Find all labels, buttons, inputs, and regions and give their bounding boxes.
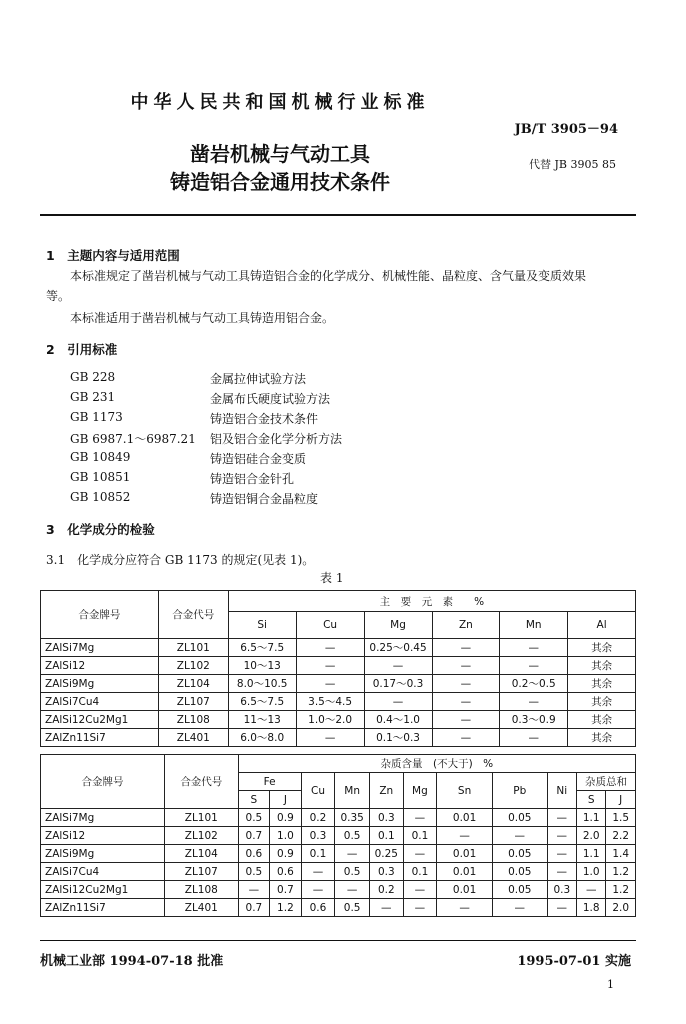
- header-grade: 合金牌号: [41, 755, 165, 809]
- cell-value: 1.0: [270, 827, 302, 845]
- cell-value: 0.05: [492, 809, 547, 827]
- ref-code: GB 231: [70, 390, 116, 404]
- cell-value: 0.7: [238, 899, 270, 917]
- col-mg: Mg: [364, 612, 432, 639]
- cell-value: 0.5: [335, 827, 370, 845]
- clause-text: 3.1 化学成分应符合 GB 1173 的规定(见表 1)。: [46, 553, 315, 567]
- col-zn: Zn: [369, 773, 403, 809]
- cell-value: —: [403, 899, 437, 917]
- cell-value: —: [369, 899, 403, 917]
- cell-value: 1.0～2.0: [296, 711, 364, 729]
- cell-value: —: [301, 863, 335, 881]
- cell-value: 0.17～0.3: [364, 675, 432, 693]
- cell-value: 1.2: [606, 881, 636, 899]
- cell-value: —: [432, 657, 500, 675]
- cell-value: 0.7: [238, 827, 270, 845]
- cell-code: ZL102: [165, 827, 239, 845]
- header-code: 合金代号: [158, 591, 228, 639]
- header-grade: 合金牌号: [41, 591, 159, 639]
- cell-value: —: [432, 693, 500, 711]
- col-mg: Mg: [403, 773, 437, 809]
- cell-value: —: [238, 881, 270, 899]
- cell-code: ZL102: [158, 657, 228, 675]
- cell-value: 其余: [568, 693, 636, 711]
- standard-number: JB/T 3905－94: [514, 122, 618, 137]
- cell-value: 1.4: [606, 845, 636, 863]
- table-row: [41, 675, 636, 693]
- section-heading: 1 主题内容与适用范围: [46, 248, 180, 263]
- col-mn: Mn: [335, 773, 370, 809]
- ref-name: 铸造铝合金技术条件: [210, 412, 319, 426]
- cell-value: 0.3: [301, 827, 335, 845]
- cell-value: 1.0: [577, 863, 606, 881]
- table-row: [41, 711, 636, 729]
- cell-value: 1.5: [606, 809, 636, 827]
- cell-value: —: [437, 827, 493, 845]
- cell-value: 0.1～0.3: [364, 729, 432, 747]
- cell-value: 其余: [568, 657, 636, 675]
- cell-value: 0.01: [437, 809, 493, 827]
- section-heading: 2 引用标准: [46, 342, 118, 357]
- col-total-impurities: 杂质总和: [577, 773, 636, 791]
- cell-value: —: [500, 729, 568, 747]
- document-title-line1: 凿岩机械与气动工具: [190, 142, 370, 166]
- table-row: [41, 881, 636, 899]
- cell-value: —: [547, 863, 576, 881]
- ref-name: 金属布氏硬度试验方法: [210, 392, 331, 406]
- cell-grade: ZAlSi7Cu4: [41, 863, 165, 881]
- cell-value: 1.1: [577, 809, 606, 827]
- table-row: [41, 827, 636, 845]
- cell-value: 10～13: [228, 657, 296, 675]
- cell-value: —: [335, 845, 370, 863]
- cell-value: 0.01: [437, 863, 493, 881]
- paragraph: 本标准适用于凿岩机械与气动工具铸造用铝合金。: [70, 311, 335, 325]
- cell-value: 0.35: [335, 809, 370, 827]
- col-si: Si: [228, 612, 296, 639]
- cell-value: 0.5: [335, 899, 370, 917]
- cell-value: —: [296, 729, 364, 747]
- table-row: [41, 863, 636, 881]
- cell-code: ZL101: [165, 809, 239, 827]
- cell-grade: ZAlSi7Mg: [41, 809, 165, 827]
- cell-value: —: [301, 881, 335, 899]
- cell-value: 8.0～10.5: [228, 675, 296, 693]
- cell-value: 0.4～1.0: [364, 711, 432, 729]
- ref-name: 铸造铝铜合金晶粒度: [210, 492, 319, 506]
- cell-value: 0.6: [238, 845, 270, 863]
- cell-code: ZL107: [165, 863, 239, 881]
- cell-code: ZL108: [165, 881, 239, 899]
- cell-grade: ZAlSi9Mg: [41, 845, 165, 863]
- cell-value: 0.2: [369, 881, 403, 899]
- cell-value: 1.8: [577, 899, 606, 917]
- cell-value: 1.1: [577, 845, 606, 863]
- cell-value: —: [296, 657, 364, 675]
- cell-value: —: [492, 827, 547, 845]
- ref-code: GB 10851: [70, 470, 131, 484]
- cell-value: 0.3: [547, 881, 576, 899]
- cell-grade: ZAlSi12: [41, 827, 165, 845]
- cell-value: 0.25: [369, 845, 403, 863]
- replaces-note: 代替 JB 3905 85: [529, 158, 616, 171]
- cell-value: 3.5～4.5: [296, 693, 364, 711]
- cell-grade: ZAlSi7Cu4: [41, 693, 159, 711]
- cell-value: 其余: [568, 711, 636, 729]
- cell-value: —: [547, 845, 576, 863]
- cell-value: 0.3: [369, 863, 403, 881]
- col-ni: Ni: [547, 773, 576, 809]
- ref-code: GB 10852: [70, 490, 131, 504]
- table-row: [41, 693, 636, 711]
- col-total-s: S: [577, 791, 606, 809]
- cell-value: —: [547, 827, 576, 845]
- col-pb: Pb: [492, 773, 547, 809]
- cell-value: 2.0: [606, 899, 636, 917]
- table-row: [41, 639, 636, 657]
- cell-value: —: [492, 899, 547, 917]
- cell-value: 0.2～0.5: [500, 675, 568, 693]
- section-heading: 3 化学成分的检验: [46, 522, 155, 537]
- header-impurities: 杂质含量 (不大于) %: [238, 755, 635, 773]
- cell-value: 0.1: [403, 827, 437, 845]
- cell-value: —: [500, 639, 568, 657]
- cell-value: 0.3: [369, 809, 403, 827]
- table-row: [41, 809, 636, 827]
- approval-note: 机械工业部 1994-07-18 批准: [40, 954, 224, 969]
- cell-grade: ZAlSi12: [41, 657, 159, 675]
- col-cu: Cu: [301, 773, 335, 809]
- col-fe-j: J: [270, 791, 302, 809]
- cell-value: 0.1: [403, 863, 437, 881]
- composition-table: [40, 590, 636, 747]
- cell-value: —: [364, 693, 432, 711]
- cell-value: —: [432, 711, 500, 729]
- cell-code: ZL401: [165, 899, 239, 917]
- cell-value: 1.2: [606, 863, 636, 881]
- cell-value: —: [547, 809, 576, 827]
- col-total-j: J: [606, 791, 636, 809]
- paragraph: 本标准规定了凿岩机械与气动工具铸造铝合金的化学成分、机械性能、晶粒度、含气量及变质效果: [70, 269, 587, 283]
- ref-name: 铸造铝硅合金变质: [210, 452, 307, 466]
- cell-value: —: [335, 881, 370, 899]
- cell-code: ZL108: [158, 711, 228, 729]
- cell-value: —: [577, 881, 606, 899]
- cell-value: 2.2: [606, 827, 636, 845]
- impurity-table: [40, 754, 636, 917]
- cell-value: 0.6: [270, 863, 302, 881]
- cell-value: 0.7: [270, 881, 302, 899]
- cell-value: 其余: [568, 729, 636, 747]
- cell-value: —: [547, 899, 576, 917]
- cell-value: —: [403, 845, 437, 863]
- cell-value: 0.01: [437, 881, 493, 899]
- cell-value: 0.1: [369, 827, 403, 845]
- cell-value: —: [432, 729, 500, 747]
- ref-name: 金属拉伸试验方法: [210, 372, 307, 386]
- cell-value: 0.2: [301, 809, 335, 827]
- ref-code: GB 10849: [70, 450, 131, 464]
- cell-grade: ZAlSi9Mg: [41, 675, 159, 693]
- cell-value: —: [437, 899, 493, 917]
- cell-value: 0.9: [270, 809, 302, 827]
- table-row: [41, 729, 636, 747]
- ref-code: GB 228: [70, 370, 116, 384]
- cell-value: —: [403, 809, 437, 827]
- col-cu: Cu: [296, 612, 364, 639]
- cell-value: 0.5: [238, 863, 270, 881]
- cell-value: 1.2: [270, 899, 302, 917]
- cell-value: 0.5: [238, 809, 270, 827]
- cell-code: ZL104: [158, 675, 228, 693]
- cell-value: 0.01: [437, 845, 493, 863]
- cell-code: ZL104: [165, 845, 239, 863]
- cell-value: 0.9: [270, 845, 302, 863]
- cell-grade: ZAlZn11Si7: [41, 729, 159, 747]
- cell-value: —: [500, 657, 568, 675]
- table-caption: 表 1: [320, 571, 344, 585]
- cell-value: —: [500, 693, 568, 711]
- cell-value: 0.05: [492, 863, 547, 881]
- cell-value: 0.6: [301, 899, 335, 917]
- cell-value: 0.25～0.45: [364, 639, 432, 657]
- ref-name: 铝及铝合金化学分析方法: [210, 432, 343, 446]
- cell-value: 0.05: [492, 881, 547, 899]
- cell-grade: ZAlSi12Cu2Mg1: [41, 881, 165, 899]
- table-row: [41, 657, 636, 675]
- cell-grade: ZAlSi12Cu2Mg1: [41, 711, 159, 729]
- cell-value: 0.05: [492, 845, 547, 863]
- ref-code: GB 6987.1～6987.21: [70, 432, 196, 446]
- cell-value: —: [296, 639, 364, 657]
- cell-value: 0.3～0.9: [500, 711, 568, 729]
- cell-code: ZL107: [158, 693, 228, 711]
- footer-divider: [40, 940, 636, 941]
- cell-value: 其余: [568, 675, 636, 693]
- header-divider: [40, 214, 636, 216]
- header-main-elements: 主 要 元 素 %: [228, 591, 635, 612]
- cell-value: —: [296, 675, 364, 693]
- cell-value: —: [432, 639, 500, 657]
- ref-code: GB 1173: [70, 410, 123, 424]
- cell-value: 2.0: [577, 827, 606, 845]
- effective-date: 1995-07-01 实施: [517, 954, 631, 969]
- col-sn: Sn: [437, 773, 493, 809]
- page-number: 1: [607, 978, 614, 991]
- cell-grade: ZAlZn11Si7: [41, 899, 165, 917]
- cell-value: 0.1: [301, 845, 335, 863]
- col-fe-s: S: [238, 791, 270, 809]
- cell-value: —: [432, 675, 500, 693]
- col-mn: Mn: [500, 612, 568, 639]
- cell-value: 11～13: [228, 711, 296, 729]
- col-al: Al: [568, 612, 636, 639]
- cell-value: 其余: [568, 639, 636, 657]
- header-organization: 中华人民共和国机械行业标准: [130, 92, 430, 113]
- header-code: 合金代号: [165, 755, 239, 809]
- table-row: [41, 899, 636, 917]
- ref-name: 铸造铝合金针孔: [210, 472, 295, 486]
- cell-value: 0.5: [335, 863, 370, 881]
- cell-value: 6.5～7.5: [228, 693, 296, 711]
- col-zn: Zn: [432, 612, 500, 639]
- cell-value: —: [403, 881, 437, 899]
- paragraph-continuation: 等。: [46, 289, 71, 303]
- document-title-line2: 铸造铝合金通用技术条件: [170, 170, 390, 194]
- table-row: [41, 845, 636, 863]
- cell-code: ZL101: [158, 639, 228, 657]
- cell-code: ZL401: [158, 729, 228, 747]
- col-fe: Fe: [238, 773, 301, 791]
- cell-value: 6.0～8.0: [228, 729, 296, 747]
- cell-value: —: [364, 657, 432, 675]
- cell-grade: ZAlSi7Mg: [41, 639, 159, 657]
- cell-value: 6.5～7.5: [228, 639, 296, 657]
